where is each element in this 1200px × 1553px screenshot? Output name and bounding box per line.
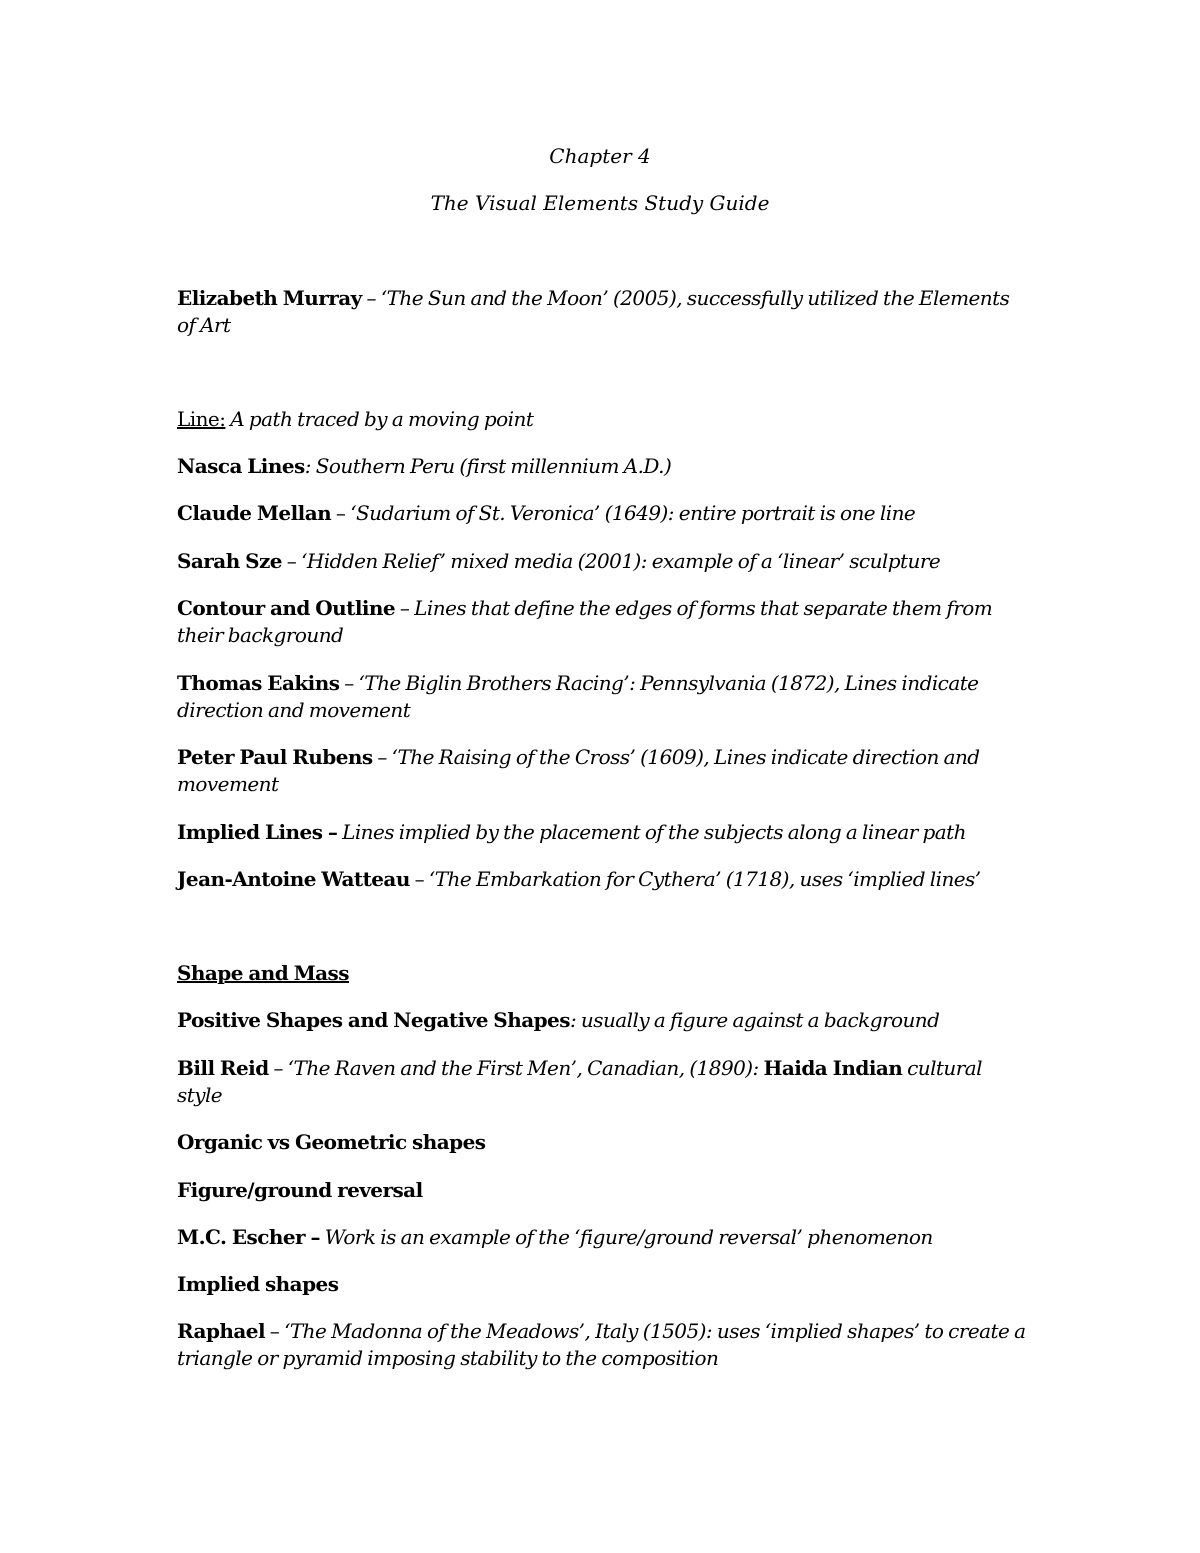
positive-shapes-entry	[177, 1007, 1027, 1034]
organic-entry	[177, 1129, 1027, 1156]
artist-name: Claude Mellan	[177, 501, 332, 525]
artist-name: Thomas Eakins	[177, 671, 340, 695]
entry-description: Work is an example of the ‘figure/ground reversal’ phenomenon	[319, 1225, 933, 1249]
reid-entry	[177, 1055, 1027, 1109]
separator: –	[372, 745, 392, 769]
term: Contour and Outline	[177, 596, 396, 620]
artist-name: M.C. Escher –	[177, 1225, 320, 1249]
artist-name: Jean-Antoine Watteau	[177, 867, 410, 891]
separator: –	[265, 1319, 285, 1343]
separator: –	[361, 286, 381, 310]
section-heading-line: Line:	[177, 407, 226, 431]
term: Haida Indian	[763, 1056, 903, 1080]
entry-description: ‘The Embarkation for Cythera’ (1718), uses ‘implied lines’	[428, 867, 981, 891]
implied-lines-entry	[177, 819, 1027, 846]
entry-description: Lines that define the edges of forms that separate them from their background	[177, 596, 993, 647]
entry-description: ‘The Raven and the First Men’, Canadian, (1890):	[287, 1056, 764, 1080]
entry-description: : Southern Peru (first millennium A.D.)	[304, 454, 672, 478]
definition-text: A path traced by a moving point	[225, 407, 534, 431]
artist-name: Elizabeth Murray	[177, 286, 362, 310]
section-heading-shape: Shape and Mass	[177, 961, 349, 985]
page-title: The Visual Elements Study Guide	[430, 191, 770, 215]
escher-entry	[177, 1224, 1027, 1251]
entry-description: ‘The Raising of the Cross’ (1609), Lines indicate direction and movement	[177, 745, 980, 796]
eakins-entry	[177, 670, 1027, 724]
entry-description: Lines implied by the placement of the subjects along a linear path	[337, 820, 967, 844]
entry-description: ‘Sudarium of St. Veronica’ (1649): entire portrait is one line	[350, 501, 916, 525]
artist-name: Bill Reid	[177, 1056, 269, 1080]
artist-name: Sarah Sze	[177, 549, 282, 573]
separator: –	[339, 671, 359, 695]
mellan-entry	[177, 500, 1027, 527]
shape-section-heading	[177, 960, 1027, 987]
separator: –	[268, 1056, 288, 1080]
entry-description: ‘Hidden Relief’ mixed media (2001): example of a ‘linear’ sculpture	[301, 549, 941, 573]
entry-description: ‘The Sun and the Moon’ (2005), successfully utilized the Elements of Art	[177, 286, 1010, 337]
entry-description: ‘The Biglin Brothers Racing’: Pennsylvania (1872), Lines indicate direction and movement	[177, 671, 979, 722]
intro-entry	[177, 285, 1027, 339]
separator: –	[395, 596, 415, 620]
separator: –	[281, 549, 302, 573]
chapter-heading: Chapter 4	[549, 144, 651, 168]
watteau-entry	[177, 866, 1027, 893]
nasca-entry	[177, 453, 1027, 480]
raphael-entry	[177, 1318, 1027, 1372]
entry-description: ‘The Madonna of the Meadows’, Italy (1505): uses ‘implied shapes’ to create a triangle or pyramid imposing stability to the composition	[177, 1319, 1026, 1370]
separator: –	[409, 867, 429, 891]
implied-shapes-entry	[177, 1271, 1027, 1298]
rubens-entry	[177, 744, 1027, 798]
separator: –	[331, 501, 351, 525]
artist-name: Peter Paul Rubens	[177, 745, 373, 769]
contour-entry	[177, 595, 1027, 649]
term: Implied Lines –	[177, 820, 338, 844]
entry-description-continued: cultural style	[177, 1056, 982, 1107]
term: Implied shapes	[177, 1272, 339, 1296]
term: Organic vs Geometric shapes	[177, 1130, 486, 1154]
term: Figure/ground reversal	[177, 1178, 423, 1202]
term: Nasca Lines	[177, 454, 305, 478]
term: Positive Shapes and Negative Shapes	[177, 1008, 570, 1032]
sze-entry	[177, 548, 1027, 575]
line-definition	[177, 406, 1027, 433]
entry-description: : usually a figure against a background	[569, 1008, 940, 1032]
artist-name: Raphael	[177, 1319, 265, 1343]
figure-ground-entry	[177, 1177, 1027, 1204]
